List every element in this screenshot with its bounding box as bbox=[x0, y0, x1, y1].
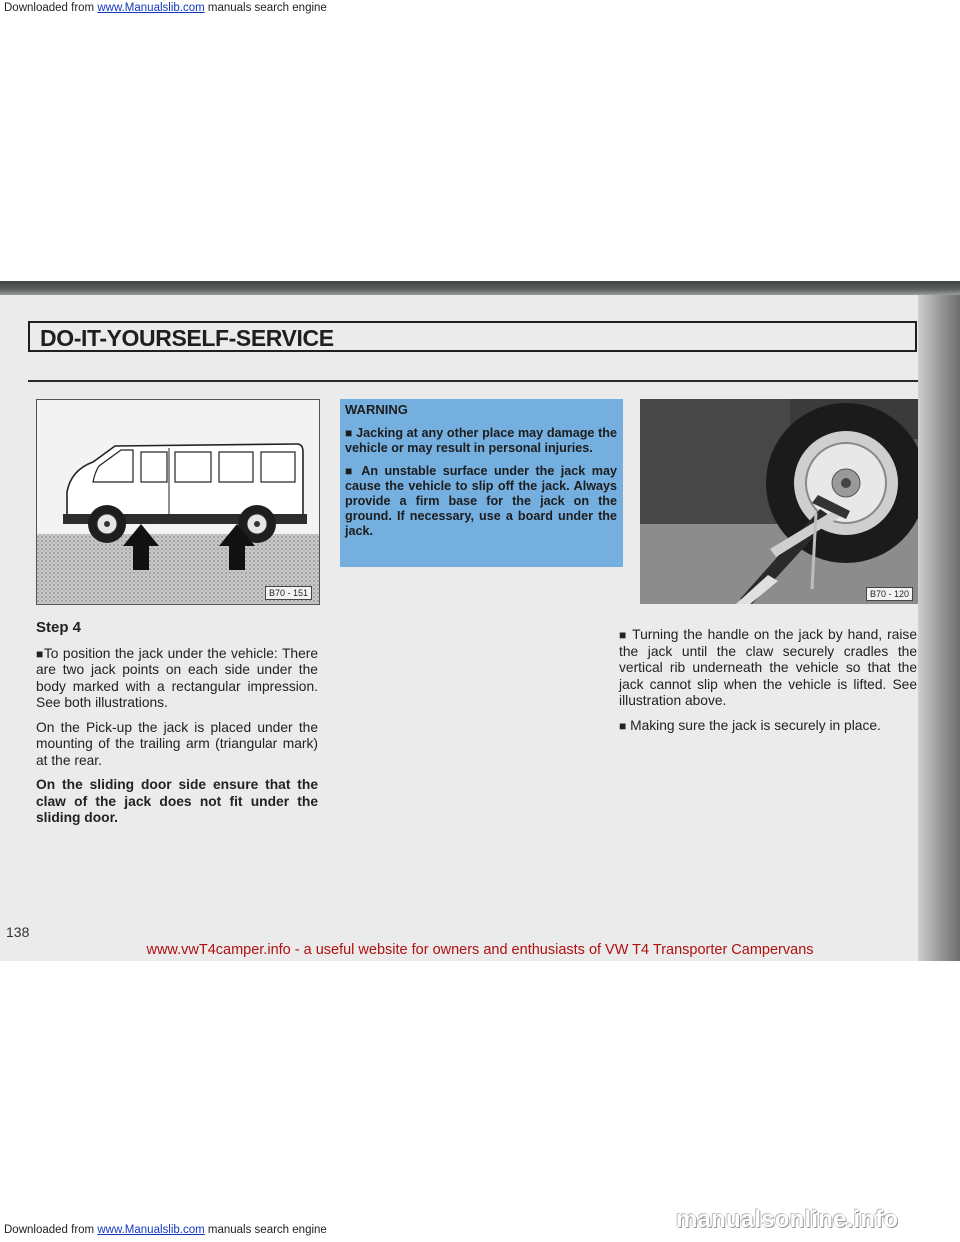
page-binding-shadow bbox=[918, 295, 960, 961]
van-drawing bbox=[37, 400, 319, 604]
warning-item: ■ An unstable surface under the jack may cause the vehicle to slip off the jack. Always provide a firm base for the jack on the ground. If necessary, use a board under the jack. bbox=[345, 464, 617, 538]
warning-heading: WARNING bbox=[345, 402, 408, 417]
left-figure-code: B70 - 151 bbox=[265, 586, 312, 600]
page-top-band bbox=[0, 281, 960, 295]
bottom-banner bbox=[4, 1224, 327, 1236]
footer-website-link[interactable]: www.vwT4camper.info - a useful website for owners and enthusiasts of VW T4 Transporter Campervans bbox=[146, 942, 814, 958]
section-title: DO-IT-YOURSELF-SERVICE bbox=[40, 325, 334, 351]
instruction-item: ■ Turning the handle on the jack by hand, raise the jack until the claw securely cradles the vertical rib underneath the vehicle so that the jack cannot slip when the vehicle is lifted. See illustration above. bbox=[619, 627, 918, 708]
header-divider bbox=[28, 380, 918, 382]
banner-suffix: manuals search engine bbox=[204, 1224, 327, 1236]
step-heading: Step 4 bbox=[36, 619, 82, 636]
warning-item: ■ Jacking at any other place may damage the vehicle or may result in personal injuries. bbox=[345, 426, 617, 455]
step-paragraph: ■To position the jack under the vehicle: There are two jack points on each side under the body marked with a rectangular impression. See both illustrations. bbox=[36, 645, 319, 710]
sliding-door-note: On the sliding door side ensure that the claw of the jack does not fit under the sliding door. bbox=[36, 777, 318, 825]
top-banner bbox=[4, 2, 327, 14]
bullet-icon: ■ bbox=[619, 718, 627, 733]
jack-under-wheel-photo bbox=[640, 399, 918, 604]
watermark-logo: manualsonline.info bbox=[676, 1206, 899, 1233]
warning-box bbox=[340, 399, 623, 567]
right-text-column bbox=[619, 627, 917, 742]
van-jack-points-illustration bbox=[36, 399, 320, 605]
banner-suffix: manuals search engine bbox=[204, 2, 327, 14]
left-text-column bbox=[36, 620, 318, 835]
banner-prefix: Downloaded from bbox=[4, 2, 98, 14]
instruction-item: ■ Making sure the jack is securely in place. bbox=[619, 717, 881, 733]
bullet-icon: ■ bbox=[345, 426, 353, 440]
section-header bbox=[28, 321, 917, 352]
page-number: 138 bbox=[6, 924, 30, 940]
bullet-icon: ■ bbox=[619, 628, 628, 642]
pickup-paragraph: On the Pick-up the jack is placed under the mounting of the trailing arm (triangular mark) at the rear. bbox=[36, 719, 318, 768]
bullet-icon: ■ bbox=[36, 646, 44, 661]
right-figure-code: B70 - 120 bbox=[866, 587, 913, 601]
banner-prefix: Downloaded from bbox=[4, 1224, 98, 1236]
manualslib-link[interactable]: www.Manualslib.com bbox=[97, 1224, 205, 1236]
manualslib-link[interactable]: www.Manualslib.com bbox=[97, 2, 205, 14]
bullet-icon: ■ bbox=[345, 464, 356, 478]
jack-photo-drawing bbox=[640, 399, 918, 604]
